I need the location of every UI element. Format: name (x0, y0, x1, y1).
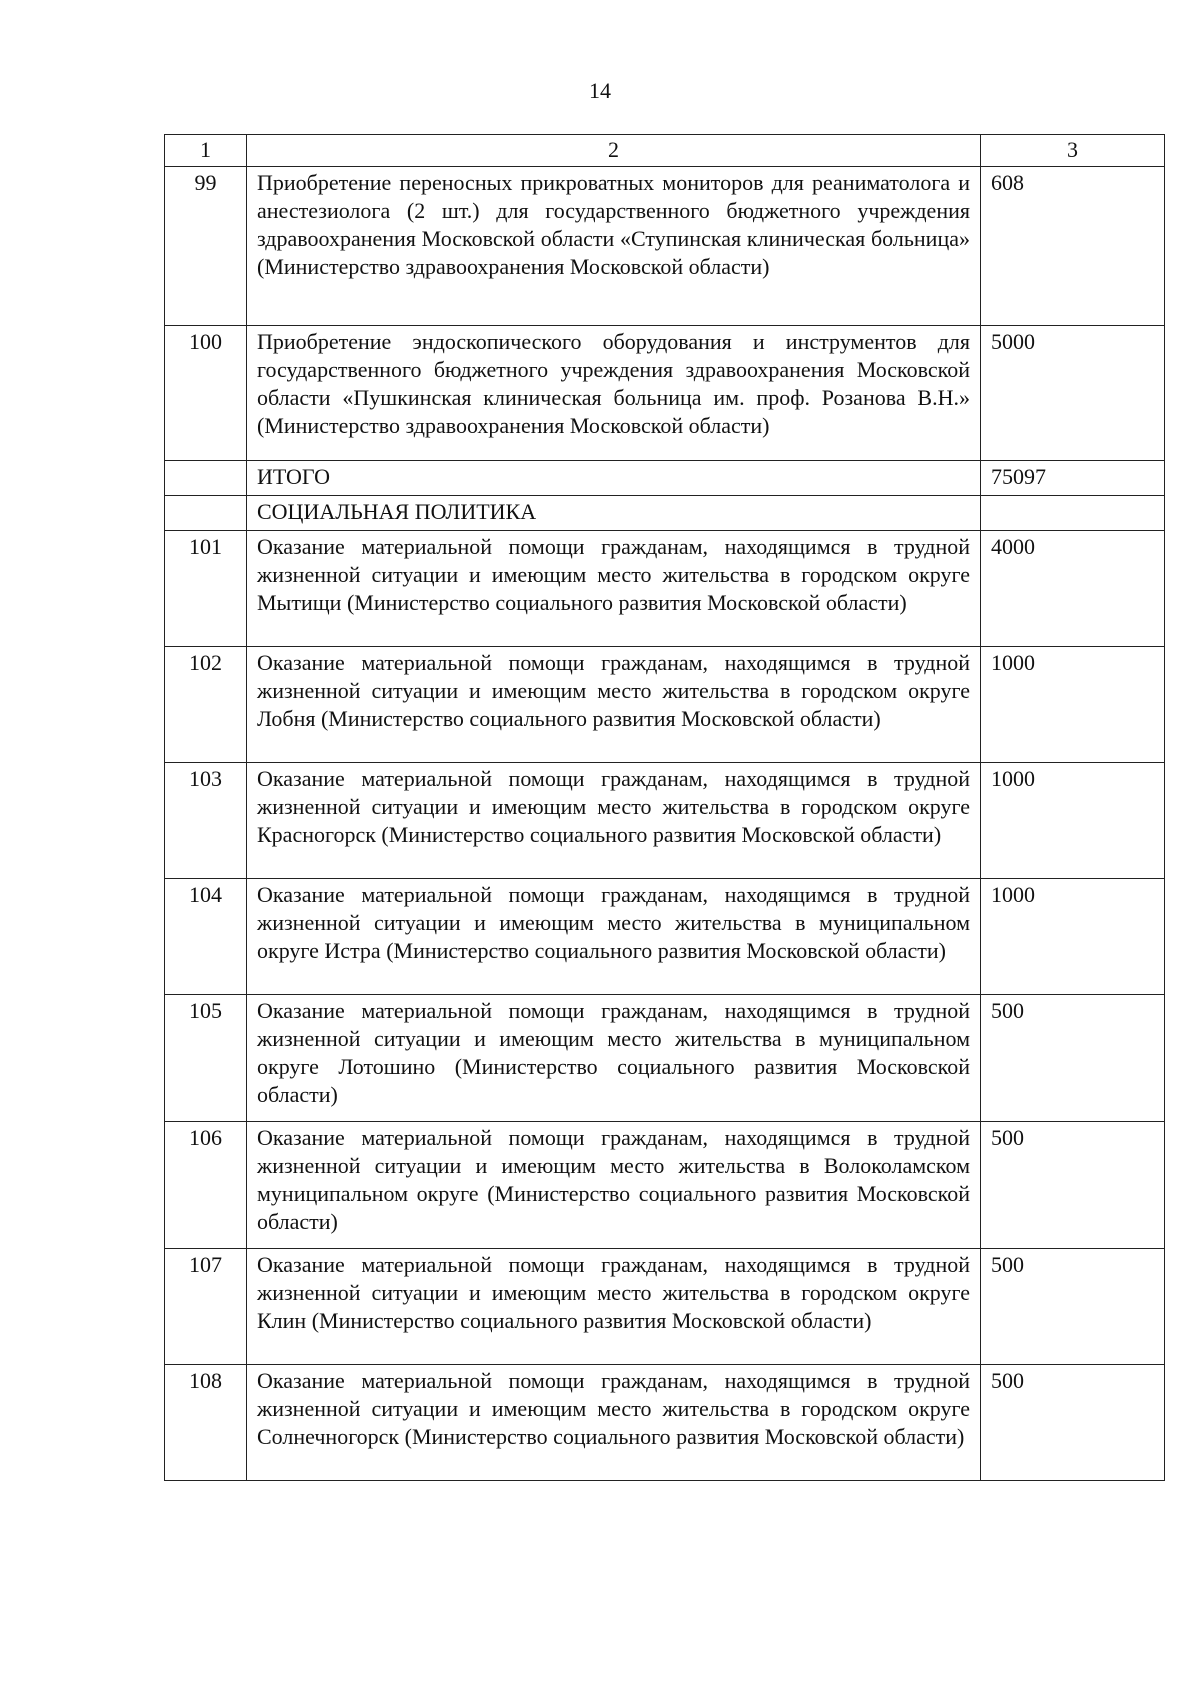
row-number: 107 (165, 1249, 247, 1365)
row-amount: 1000 (981, 763, 1165, 879)
total-amount: 75097 (981, 461, 1165, 496)
table-row (165, 879, 1165, 995)
row-amount: 608 (981, 167, 1165, 326)
table-row (165, 326, 1165, 461)
row-number: 100 (165, 326, 247, 461)
row-amount: 5000 (981, 326, 1165, 461)
row-number: 102 (165, 647, 247, 763)
total-empty-cell (165, 461, 247, 496)
table-row (165, 1249, 1165, 1365)
section-row (165, 496, 1165, 531)
row-number: 104 (165, 879, 247, 995)
row-description: Приобретение эндоскопического оборудования и инструментов для государственного бюджетного учреждения здравоохранения Московской области «Пушкинская клиническая больница им. проф. Розанова В.Н.» (Министерство здравоохранения Московской области) (247, 326, 981, 461)
row-amount: 500 (981, 1365, 1165, 1481)
row-amount: 1000 (981, 647, 1165, 763)
row-amount: 4000 (981, 531, 1165, 647)
section-empty-amount (981, 496, 1165, 531)
total-label: ИТОГО (247, 461, 981, 496)
table-row (165, 531, 1165, 647)
table-row (165, 1365, 1165, 1481)
column-header-3: 3 (981, 135, 1165, 167)
row-description: Оказание материальной помощи гражданам, находящимся в трудной жизненной ситуации и имеющим место жительства в муниципальном округе Лотошино (Министерство социального развития Московской области) (247, 995, 981, 1122)
table-row (165, 763, 1165, 879)
column-header-2: 2 (247, 135, 981, 167)
row-amount: 500 (981, 995, 1165, 1122)
row-amount: 500 (981, 1249, 1165, 1365)
row-description: Оказание материальной помощи гражданам, находящимся в трудной жизненной ситуации и имеющим место жительства в городском округе Мытищи (Министерство социального развития Московской области) (247, 531, 981, 647)
row-number: 101 (165, 531, 247, 647)
section-title: СОЦИАЛЬНАЯ ПОЛИТИКА (247, 496, 981, 531)
row-description: Оказание материальной помощи гражданам, находящимся в трудной жизненной ситуации и имеющим место жительства в муниципальном округе Истра (Министерство социального развития Московской области) (247, 879, 981, 995)
table-row (165, 995, 1165, 1122)
table-header-row (165, 135, 1165, 167)
row-amount: 500 (981, 1122, 1165, 1249)
row-description: Оказание материальной помощи гражданам, находящимся в трудной жизненной ситуации и имеющим место жительства в городском округе Лобня (Министерство социального развития Московской области) (247, 647, 981, 763)
row-number: 106 (165, 1122, 247, 1249)
row-description: Оказание материальной помощи гражданам, находящимся в трудной жизненной ситуации и имеющим место жительства в Волоколамском муниципальном округе (Министерство социального развития Московской области) (247, 1122, 981, 1249)
row-number: 108 (165, 1365, 247, 1481)
table-row (165, 647, 1165, 763)
row-amount: 1000 (981, 879, 1165, 995)
row-description: Оказание материальной помощи гражданам, находящимся в трудной жизненной ситуации и имеющим место жительства в городском округе Красногорск (Министерство социального развития Московской области) (247, 763, 981, 879)
page-number: 14 (589, 78, 611, 103)
section-empty-cell (165, 496, 247, 531)
row-number: 103 (165, 763, 247, 879)
row-number: 99 (165, 167, 247, 326)
budget-table (164, 134, 1165, 1481)
row-description: Оказание материальной помощи гражданам, находящимся в трудной жизненной ситуации и имеющим место жительства в городском округе Клин (Министерство социального развития Московской области) (247, 1249, 981, 1365)
row-description: Оказание материальной помощи гражданам, находящимся в трудной жизненной ситуации и имеющим место жительства в городском округе Солнечногорск (Министерство социального развития Московской области) (247, 1365, 981, 1481)
total-row (165, 461, 1165, 496)
column-header-1: 1 (165, 135, 247, 167)
table-row (165, 167, 1165, 326)
row-description: Приобретение переносных прикроватных мониторов для реаниматолога и анестезиолога (2 шт.) для государственного бюджетного учреждения здравоохранения Московской области «Ступинская клиническая больница» (Министерство здравоохранения Московской области) (247, 167, 981, 326)
table-row (165, 1122, 1165, 1249)
row-number: 105 (165, 995, 247, 1122)
